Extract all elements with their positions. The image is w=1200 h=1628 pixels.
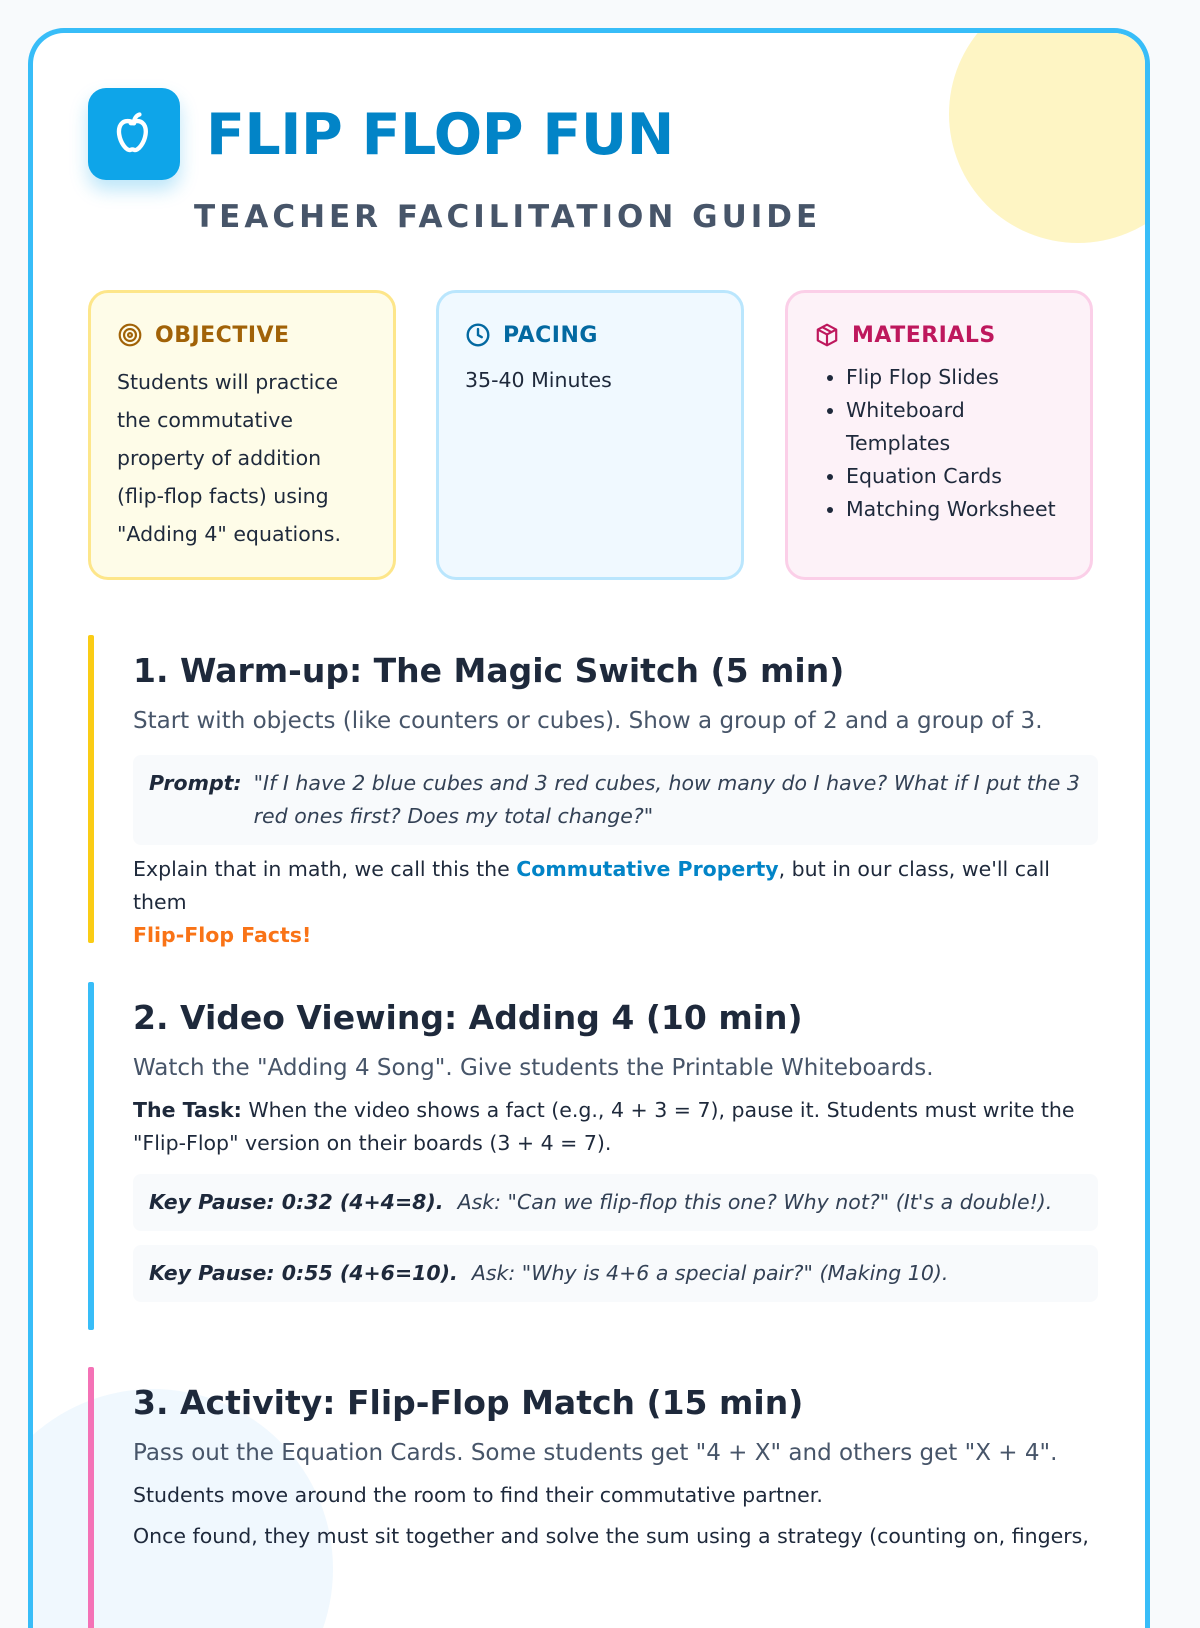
objective-label: OBJECTIVE <box>155 322 290 348</box>
key-pause-text: Ask: "Can we flip-flop this one? Why not?" (It's a double!). <box>457 1190 1053 1214</box>
key-pause-1 <box>133 1174 1098 1231</box>
box-icon <box>814 322 840 348</box>
prompt-text: "If I have 2 blue cubes and 3 red cubes, how many do I have? What if I put the 3 red ones first? Does my total change?" <box>253 771 1080 828</box>
video-accent-bar <box>88 982 94 1330</box>
guide-page <box>28 28 1150 1628</box>
page-subtitle: TEACHER FACILITATION GUIDE <box>194 199 822 235</box>
prompt-label: Prompt: <box>149 771 242 795</box>
materials-card <box>785 290 1093 580</box>
warmup-accent-bar <box>88 635 94 943</box>
materials-label: MATERIALS <box>852 322 996 348</box>
page-title: FLIP FLOP FUN <box>206 102 674 168</box>
page-header <box>88 88 988 248</box>
activity-lead: Pass out the Equation Cards. Some students get "4 + X" and others get "X + 4". <box>133 1440 1058 1466</box>
list-item: • Matching Worksheet <box>846 493 1064 526</box>
flip-flop-term: Flip-Flop Facts! <box>133 923 312 947</box>
video-section <box>88 982 1098 1330</box>
activity-para-1: Students move around the room to find their commutative partner. <box>133 1483 823 1507</box>
list-item: • Whiteboard Templates <box>846 394 1064 460</box>
video-task <box>133 1094 1098 1160</box>
pacing-text: 35-40 Minutes <box>465 368 612 392</box>
objective-card <box>88 290 396 580</box>
key-pause-label: Key Pause: 0:55 (4+6=10). <box>149 1261 458 1285</box>
pacing-label: PACING <box>503 322 598 348</box>
logo <box>88 88 180 180</box>
key-pause-2 <box>133 1245 1098 1302</box>
explain-text: Explain that in math, we call this the <box>133 857 517 881</box>
video-title: 2. Video Viewing: Adding 4 (10 min) <box>133 998 803 1037</box>
warmup-prompt <box>133 755 1098 845</box>
clock-icon <box>465 322 491 348</box>
warmup-explanation <box>133 853 1098 952</box>
list-item: • Flip Flop Slides <box>846 361 1064 394</box>
warmup-lead: Start with objects (like counters or cubes). Show a group of 2 and a group of 3. <box>133 708 1043 734</box>
activity-accent-bar <box>88 1367 94 1628</box>
warmup-title: 1. Warm-up: The Magic Switch (5 min) <box>133 651 845 690</box>
activity-title: 3. Activity: Flip-Flop Match (15 min) <box>133 1383 804 1422</box>
activity-para-2: Once found, they must sit together and solve the sum using a strategy (counting on, fingers, <box>133 1524 1089 1548</box>
pacing-card <box>436 290 744 580</box>
apple-icon <box>108 108 160 160</box>
target-icon <box>117 322 143 348</box>
list-item: • Equation Cards <box>846 460 1064 493</box>
objective-text: Students will practice the commutative property of addition (flip-flop facts) using "Adding 4" equations. <box>117 370 341 546</box>
explain-text: , but in our class, we'll call them <box>133 857 1050 914</box>
materials-list <box>814 361 1064 526</box>
video-lead: Watch the "Adding 4 Song". Give students the Printable Whiteboards. <box>133 1055 934 1081</box>
task-text: When the video shows a fact (e.g., 4 + 3 = 7), pause it. Students must write the "Flip-Flop" version on their boards (3 + 4 = 7). <box>133 1098 1075 1155</box>
key-pause-label: Key Pause: 0:32 (4+4=8). <box>149 1190 444 1214</box>
info-cards <box>88 290 1096 582</box>
warmup-section <box>88 635 1098 947</box>
task-label: The Task: <box>133 1098 242 1122</box>
commutative-term: Commutative Property <box>516 857 779 881</box>
activity-section <box>88 1367 1098 1628</box>
key-pause-text: Ask: "Why is 4+6 a special pair?" (Making 10). <box>471 1261 949 1285</box>
